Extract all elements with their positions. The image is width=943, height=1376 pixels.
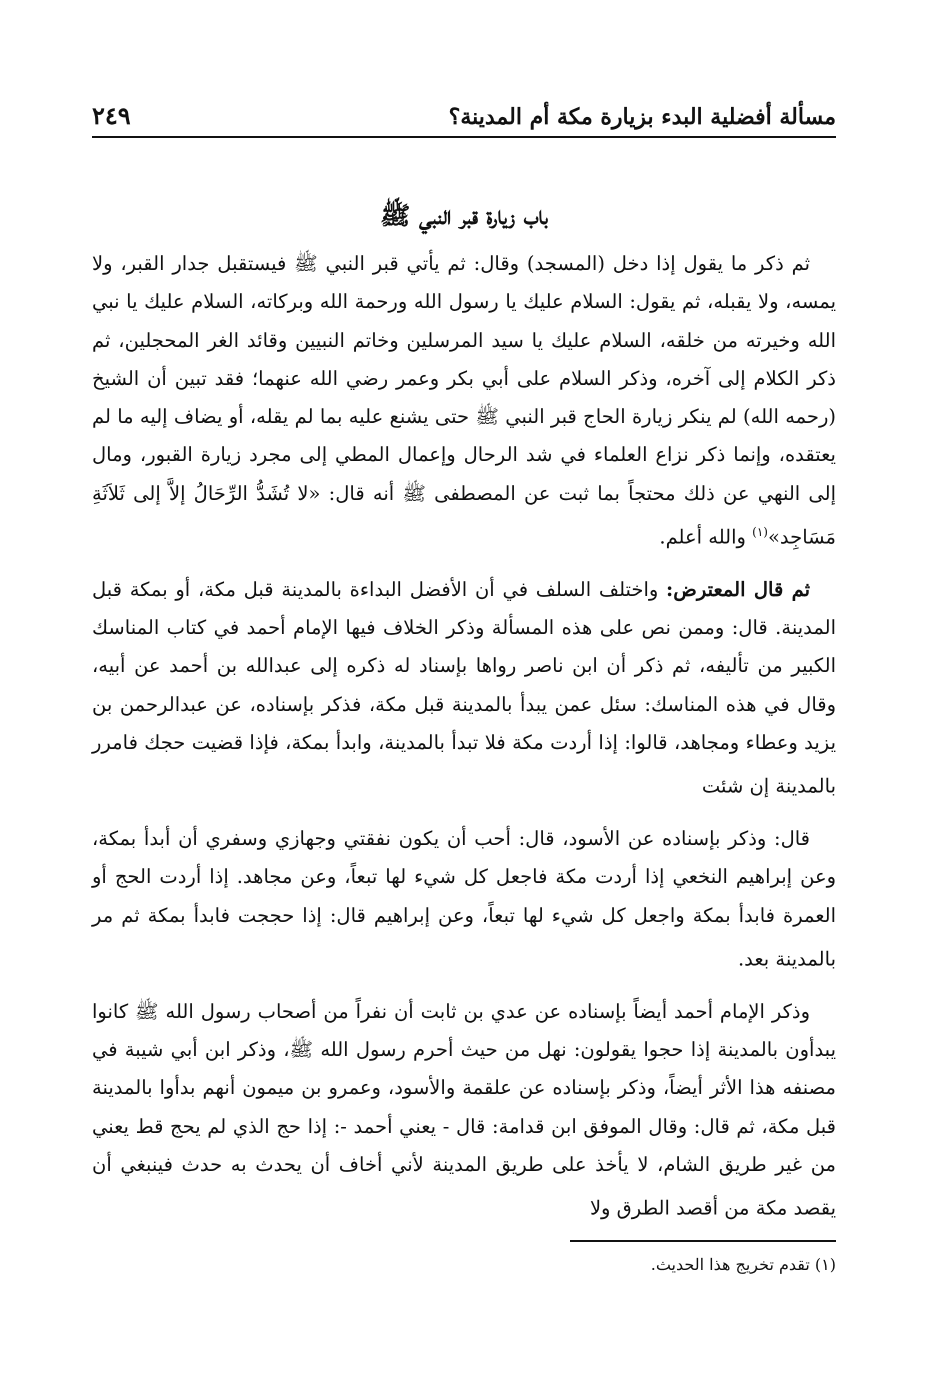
paragraph-text: واختلف السلف في أن الأفضل البداءة بالمدينة قبل مكة، أو بمكة قبل المدينة. قال: وممن نص على هذه المسألة وذكر الخلاف فيها الإمام أحمد في كتاب المناسك الكبير من تأليفه، ثم ذكر أن ابن ناصر رواها بإسناد له ذكره إلى عبدالله بن أحمد عن أبيه، وقال في هذه المناسك: سئل عمن يبدأ بالمدينة قبل مكة، فذكر بإسناده، عن عبدالرحمن بن يزيد وعطاء ومجاهد، قالوا: إذا أردت مكة فلا تبدأ بالمدينة، وابدأ بمكة، فإذا قضيت حجك فامرر بالمدينة إن شئت bbox=[92, 577, 836, 798]
paragraph-lead: ثم قال المعترض: bbox=[666, 577, 810, 601]
paragraph-text: وذكر الإمام أحمد أيضاً بإسناده عن عدي بن ثابت أن نفراً من أصحاب رسول الله ﷺ كانوا يبدأون بالمدينة إذا حجوا يقولون: نهل من حيث أحرم رسول الله ﷺ، وذكر ابن أبي شيبة في مصنفه هذا الأثر أيضاً، وذكر بإسناده عن علقمة والأسود، وعمرو بن ميمون أنهم بدأوا بالمدينة قبل مكة، ثم قال: وقال الموفق ابن قدامة: قال - يعني أحمد -: إذا حج الذي لم يحج قط يعني من غير طريق الشام، لا يأخذ على طريق المدينة لأني أخاف أن يحدث به حدث فينبغي أن يقصد مكة من أقصد الطرق ولا bbox=[92, 999, 836, 1220]
paragraph bbox=[92, 820, 836, 979]
page-number: ٢٤٩ bbox=[92, 101, 131, 130]
paragraph bbox=[92, 993, 836, 1228]
body-text bbox=[92, 245, 836, 1242]
footnote-rule bbox=[570, 1240, 836, 1242]
footnote: (١) تقدم تخريج هذا الحديث. bbox=[650, 1255, 836, 1274]
footnote-reference: (١) bbox=[752, 525, 768, 540]
paragraph bbox=[92, 571, 836, 806]
paragraph-text: قال: وذكر بإسناده عن الأسود، قال: أحب أن يكون نفقتي وجهازي وسفري أن أبدأ بمكة، وعن إبراهيم النخعي إذا أردت مكة فاجعل كل شيء لها تبعاً، وعن مجاهد. إذا أردت الحج أو العمرة فابدأ بمكة واجعل كل شيء لها تبعاً، وعن إبراهيم قال: إذا حججت فابدأ بمكة ثم مر بالمدينة بعد. bbox=[92, 827, 836, 971]
paragraph-text: ثم ذكر ما يقول إذا دخل (المسجد) وقال: ثم يأتي قبر النبي ﷺ فيستقبل جدار القبر، ولا يمسه، ولا يقبله، ثم يقول: السلام عليك يا رسول الله ورحمة الله وبركاته، السلام عليك يا نبي الله وخيرته من خلقه، السلام عليك يا سيد المرسلين وخاتم النبيين وقائد الغر المحجلين، ثم ذكر الكلام إلى آخره، وذكر السلام على أبي بكر وعمر رضي الله عنهما؛ فقد تبين أن الشيخ (رحمه الله) لم ينكر زيارة الحاج قبر النبي ﷺ حتى يشنع عليه بما لم يقله، أو يضاف إليه ما لم يعتقده، وإنما ذكر نزاع العلماء في شد الرحال وإعمال المطي إلى مجرد زيارة القبور، ومال إلى النهي عن ذلك محتجاً بما ثبت عن المصطفى ﷺ أنه قال: «لا تُشَدُّ الرِّحَالُ إلاَّ إلى ثَلاَثَةِ مَسَاجِد» bbox=[92, 252, 836, 549]
page-header bbox=[92, 92, 836, 130]
running-title: مسألة أفضلية البدء بزيارة مكة أم المدينة؟ bbox=[448, 104, 836, 130]
header-rule bbox=[92, 136, 836, 138]
paragraph bbox=[92, 245, 836, 557]
section-title: باب زيارة قبر النبي ﷺ bbox=[380, 201, 548, 230]
paragraph-tail: والله أعلم. bbox=[659, 525, 753, 549]
